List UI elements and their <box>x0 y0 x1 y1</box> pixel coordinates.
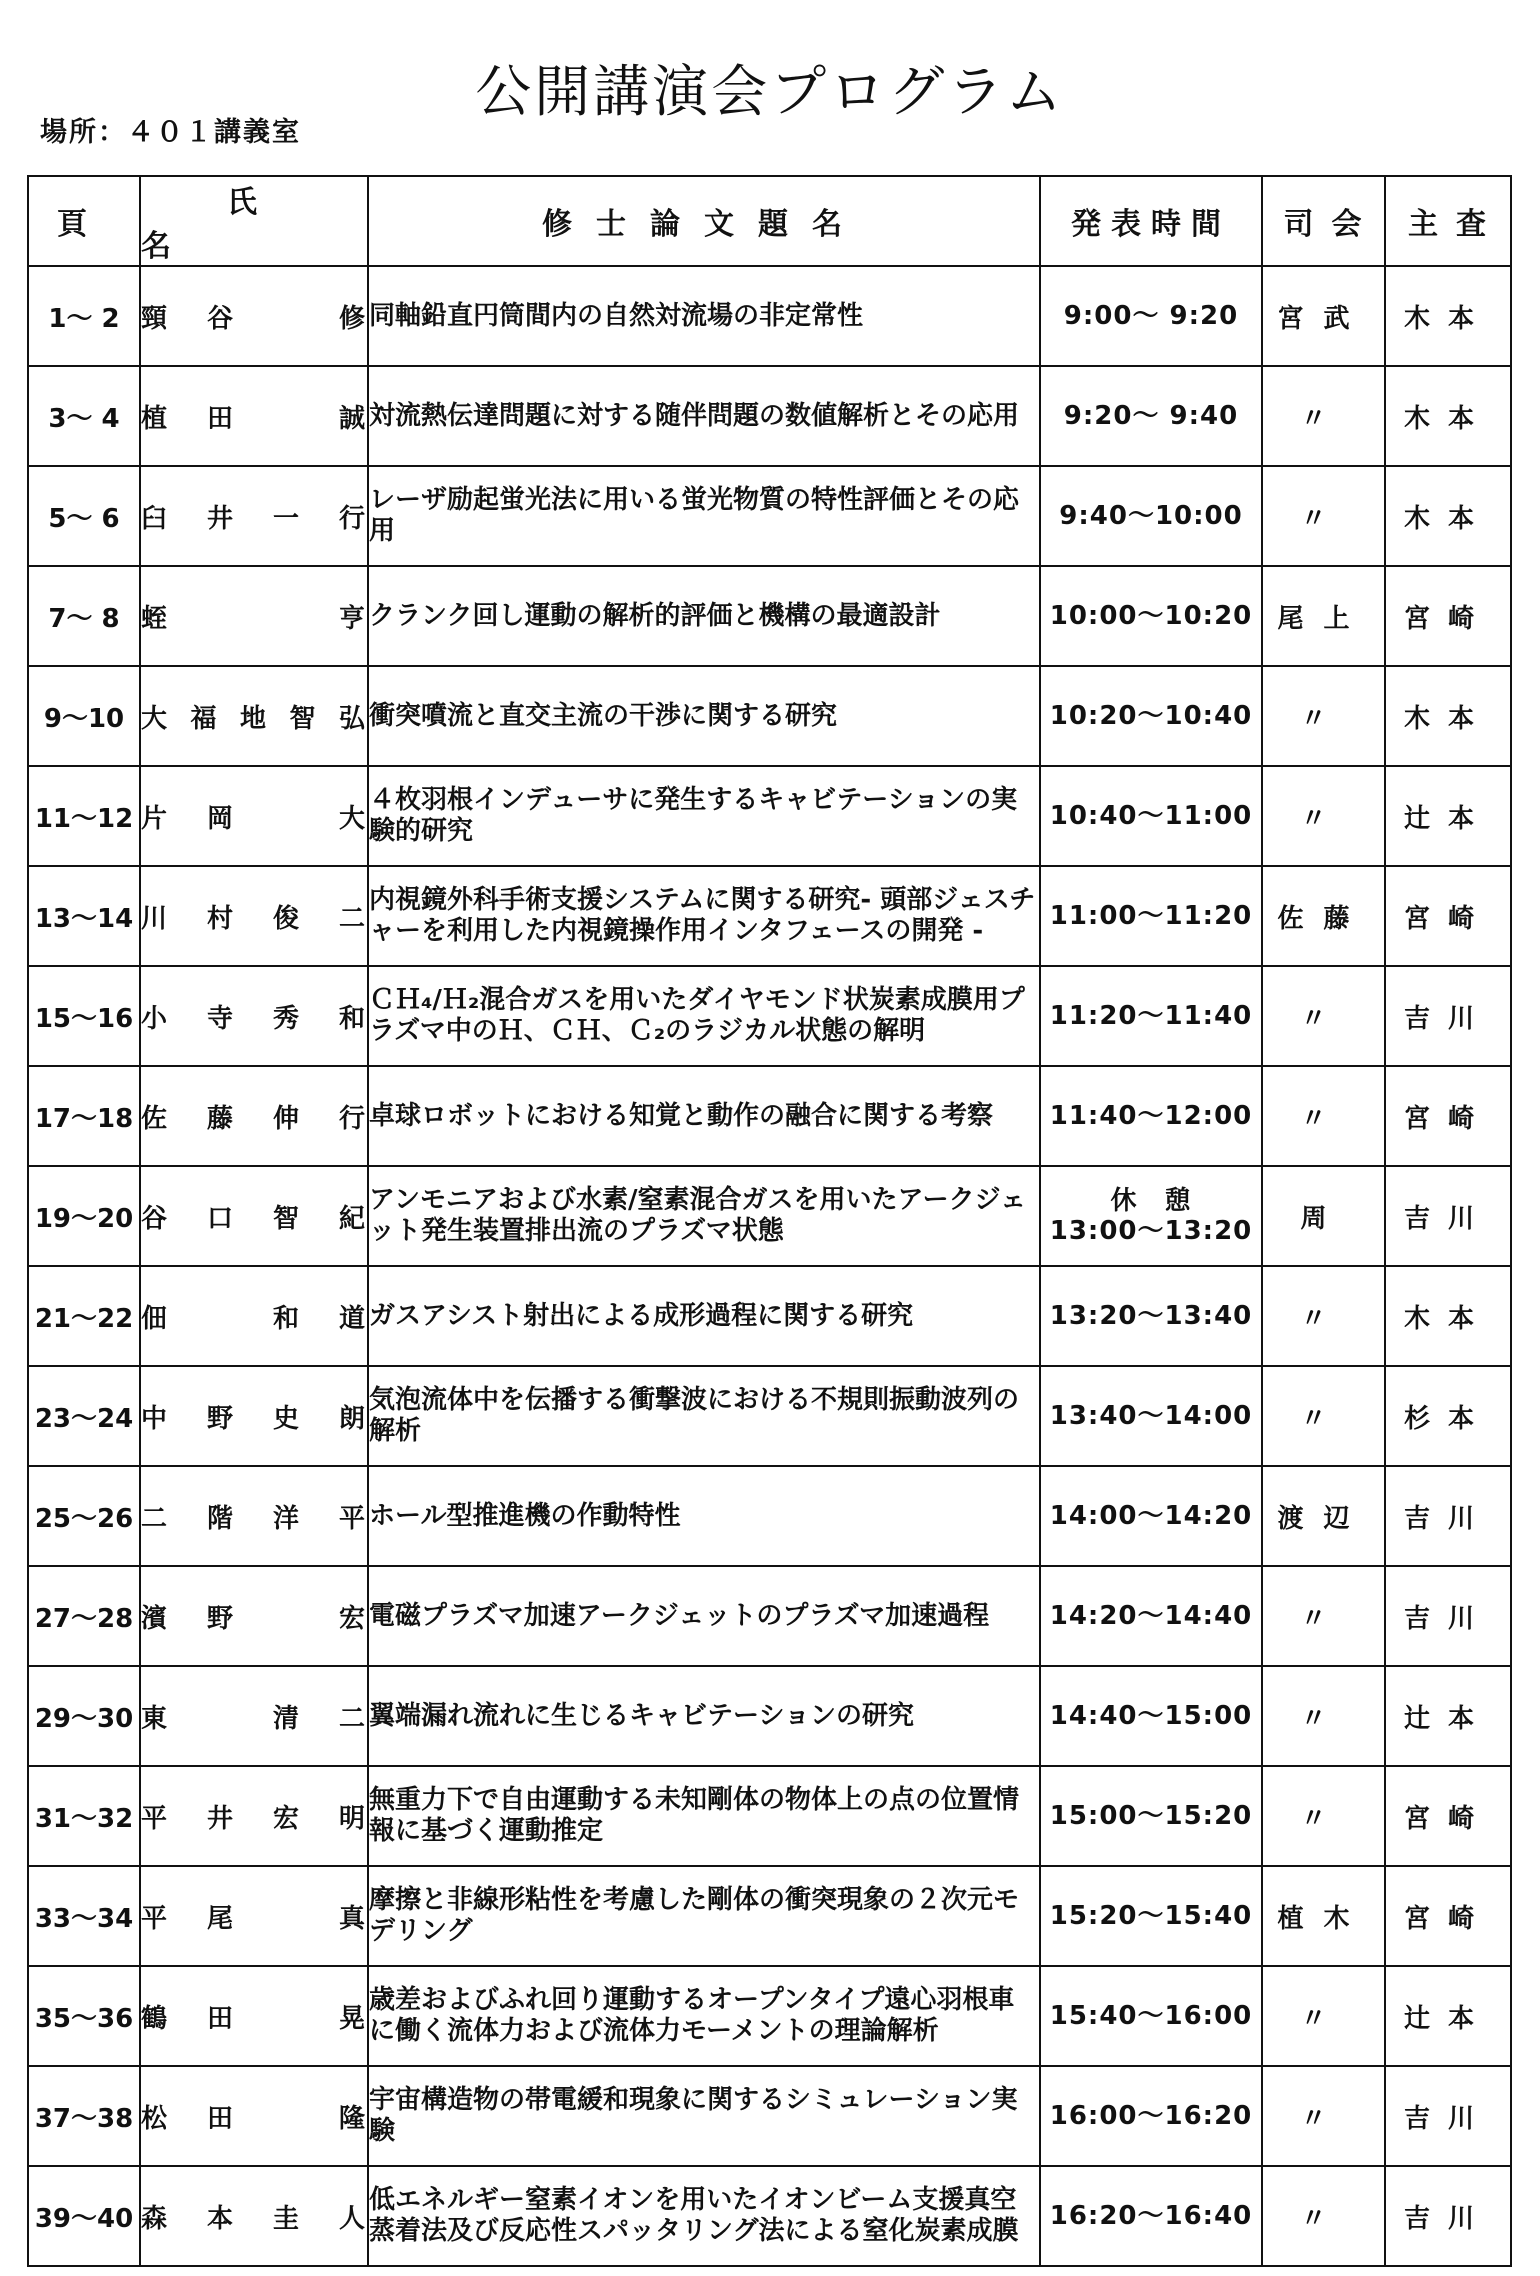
table-row <box>28 1566 1511 1666</box>
table-row <box>28 666 1511 766</box>
table-row <box>28 2166 1511 2266</box>
table-row <box>28 1066 1511 1166</box>
row-name: 植田 誠 <box>140 366 368 466</box>
row-page: 17～18 <box>28 1066 140 1166</box>
row-time <box>1040 2166 1262 2266</box>
row-thesis-title: 衝突噴流と直交主流の干渉に関する研究 <box>368 666 1040 766</box>
row-examiner: 宮崎 <box>1385 1866 1511 1966</box>
row-time-value: 16:00～16:20 <box>1049 2101 1253 2131</box>
row-time <box>1040 1466 1262 1566</box>
row-name: 臼井一行 <box>140 466 368 566</box>
row-time-value: 9:00～ 9:20 <box>1063 301 1239 331</box>
page-title: 公開講演会プログラム <box>475 60 1065 125</box>
row-chair: 〃 <box>1262 1266 1385 1366</box>
program-rows <box>28 266 1511 2266</box>
table-row <box>28 1366 1511 1466</box>
table-row <box>28 1766 1511 1866</box>
row-examiner: 吉川 <box>1385 1466 1511 1566</box>
row-examiner: 木本 <box>1385 666 1511 766</box>
row-name: 小寺秀和 <box>140 966 368 1066</box>
row-time <box>1040 266 1262 366</box>
row-chair: 〃 <box>1262 2166 1385 2266</box>
table-row <box>28 2066 1511 2166</box>
row-thesis-title: ガスアシスト射出による成形過程に関する研究 <box>368 1266 1040 1366</box>
row-thesis-title: 無重力下で自由運動する未知剛体の物体上の点の位置情報に基づく運動推定 <box>368 1766 1040 1866</box>
row-thesis-title: 対流熱伝達問題に対する随伴問題の数値解析とその応用 <box>368 366 1040 466</box>
row-chair: 宮武 <box>1262 266 1385 366</box>
row-thesis-title: クランク回し運動の解析的評価と機構の最適設計 <box>368 566 1040 666</box>
row-time-value: 10:20～10:40 <box>1049 701 1253 731</box>
row-time-value: 11:40～12:00 <box>1049 1101 1253 1131</box>
header-thesis: 修士論文題名 <box>368 176 1040 266</box>
header-name: 氏 名 <box>140 176 368 266</box>
table-row <box>28 1866 1511 1966</box>
row-time <box>1040 666 1262 766</box>
row-time <box>1040 566 1262 666</box>
row-page: 25～26 <box>28 1466 140 1566</box>
row-name: 東 清二 <box>140 1666 368 1766</box>
row-time <box>1040 1566 1262 1666</box>
row-time <box>1040 1166 1262 1266</box>
row-examiner: 辻本 <box>1385 766 1511 866</box>
row-name: 松田 隆 <box>140 2066 368 2166</box>
row-chair: 〃 <box>1262 366 1385 466</box>
row-examiner: 杉本 <box>1385 1366 1511 1466</box>
row-name: 中野史朗 <box>140 1366 368 1466</box>
row-time <box>1040 966 1262 1066</box>
row-examiner: 吉川 <box>1385 2166 1511 2266</box>
row-examiner: 宮崎 <box>1385 866 1511 966</box>
row-chair: 〃 <box>1262 766 1385 866</box>
row-examiner: 宮崎 <box>1385 1766 1511 1866</box>
program-table <box>27 175 1512 2267</box>
row-time-value: 10:00～10:20 <box>1049 601 1253 631</box>
row-name: 森本圭人 <box>140 2166 368 2266</box>
row-thesis-title: 同軸鉛直円筒間内の自然対流場の非定常性 <box>368 266 1040 366</box>
row-page: 27～28 <box>28 1566 140 1666</box>
row-page: 13～14 <box>28 866 140 966</box>
row-page: 3～ 4 <box>28 366 140 466</box>
row-time <box>1040 1366 1262 1466</box>
row-time <box>1040 1866 1262 1966</box>
table-row <box>28 766 1511 866</box>
row-examiner: 辻本 <box>1385 1966 1511 2066</box>
row-thesis-title: 気泡流体中を伝播する衝撃波における不規則振動波列の解析 <box>368 1366 1040 1466</box>
row-time <box>1040 1966 1262 2066</box>
row-name: 川村俊二 <box>140 866 368 966</box>
header-page: 頁 <box>28 176 140 266</box>
row-page: 37～38 <box>28 2066 140 2166</box>
row-name: 二階洋平 <box>140 1466 368 1566</box>
row-page: 15～16 <box>28 966 140 1066</box>
row-chair: 〃 <box>1262 666 1385 766</box>
row-thesis-title: ホール型推進機の作動特性 <box>368 1466 1040 1566</box>
row-chair: 〃 <box>1262 466 1385 566</box>
row-page: 19～20 <box>28 1166 140 1266</box>
row-examiner: 木本 <box>1385 366 1511 466</box>
row-examiner: 宮崎 <box>1385 1066 1511 1166</box>
row-page: 23～24 <box>28 1366 140 1466</box>
row-time <box>1040 1266 1262 1366</box>
row-time-value: 10:40～11:00 <box>1049 801 1253 831</box>
row-examiner: 木本 <box>1385 466 1511 566</box>
row-time <box>1040 2066 1262 2166</box>
row-examiner: 辻本 <box>1385 1666 1511 1766</box>
row-time-value: 13:00～13:20 <box>1049 1216 1253 1246</box>
row-examiner: 吉川 <box>1385 966 1511 1066</box>
row-examiner: 木本 <box>1385 266 1511 366</box>
row-chair: 〃 <box>1262 1966 1385 2066</box>
row-examiner: 吉川 <box>1385 2066 1511 2166</box>
row-time-value: 13:20～13:40 <box>1049 1301 1253 1331</box>
row-thesis-title: 宇宙構造物の帯電緩和現象に関するシミュレーション実験 <box>368 2066 1040 2166</box>
row-chair: 植木 <box>1262 1866 1385 1966</box>
row-time-value: 11:00～11:20 <box>1049 901 1253 931</box>
row-examiner: 宮崎 <box>1385 566 1511 666</box>
row-chair: 佐藤 <box>1262 866 1385 966</box>
table-row <box>28 1466 1511 1566</box>
row-name: 佐藤伸行 <box>140 1066 368 1166</box>
row-page: 33～34 <box>28 1866 140 1966</box>
row-time-value: 15:40～16:00 <box>1049 2001 1253 2031</box>
row-name: 片岡 大 <box>140 766 368 866</box>
row-page: 31～32 <box>28 1766 140 1866</box>
row-time-value: 15:20～15:40 <box>1049 1901 1253 1931</box>
header-time: 発表時間 <box>1040 176 1262 266</box>
row-thesis-title: 翼端漏れ流れに生じるキャビテーションの研究 <box>368 1666 1040 1766</box>
row-thesis-title: 摩擦と非線形粘性を考慮した剛体の衝突現象の２次元モデリング <box>368 1866 1040 1966</box>
row-name: 頸谷 修 <box>140 266 368 366</box>
row-chair: 尾上 <box>1262 566 1385 666</box>
row-page: 35～36 <box>28 1966 140 2066</box>
row-chair: 〃 <box>1262 1366 1385 1466</box>
row-chair: 〃 <box>1262 2066 1385 2166</box>
table-row <box>28 1266 1511 1366</box>
row-examiner: 木本 <box>1385 1266 1511 1366</box>
row-page: 11～12 <box>28 766 140 866</box>
table-row <box>28 466 1511 566</box>
row-name: 鶴田 晃 <box>140 1966 368 2066</box>
row-page: 39～40 <box>28 2166 140 2266</box>
row-thesis-title: 内視鏡外科手術支援システムに関する研究- 頭部ジェスチャーを利用した内視鏡操作用インタフェースの開発 - <box>368 866 1040 966</box>
row-thesis-title: ＣＨ₄/Ｈ₂混合ガスを用いたダイヤモンド状炭素成膜用プラズマ中のＨ、ＣＨ、Ｃ₂のラジカル状態の解明 <box>368 966 1040 1066</box>
row-chair: 渡辺 <box>1262 1466 1385 1566</box>
row-time <box>1040 466 1262 566</box>
table-row <box>28 1166 1511 1266</box>
row-time-value: 9:20～ 9:40 <box>1063 401 1239 431</box>
row-page: 9～10 <box>28 666 140 766</box>
row-thesis-title: ４枚羽根インデューサに発生するキャビテーションの実験的研究 <box>368 766 1040 866</box>
row-time <box>1040 766 1262 866</box>
row-time <box>1040 866 1262 966</box>
row-time <box>1040 1766 1262 1866</box>
row-examiner: 吉川 <box>1385 1166 1511 1266</box>
row-examiner: 吉川 <box>1385 1566 1511 1666</box>
row-time <box>1040 1666 1262 1766</box>
table-row <box>28 366 1511 466</box>
row-name: 谷口智紀 <box>140 1166 368 1266</box>
row-chair: 〃 <box>1262 1066 1385 1166</box>
table-header-row <box>28 176 1511 266</box>
row-time-value: 9:40～10:00 <box>1059 501 1243 531</box>
row-name: 蛭 亨 <box>140 566 368 666</box>
row-page: 21～22 <box>28 1266 140 1366</box>
header-chair: 司会 <box>1262 176 1385 266</box>
row-page: 29～30 <box>28 1666 140 1766</box>
header-examiner: 主査 <box>1385 176 1511 266</box>
row-thesis-title: レーザ励起蛍光法に用いる蛍光物質の特性評価とその応用 <box>368 466 1040 566</box>
row-page: 5～ 6 <box>28 466 140 566</box>
row-chair: 〃 <box>1262 1766 1385 1866</box>
row-thesis-title: 低エネルギー窒素イオンを用いたイオンビーム支援真空蒸着法及び反応性スパッタリング法による窒化炭素成膜 <box>368 2166 1040 2266</box>
row-chair: 〃 <box>1262 966 1385 1066</box>
row-name: 平尾 真 <box>140 1866 368 1966</box>
row-time <box>1040 366 1262 466</box>
table-row <box>28 566 1511 666</box>
table-row <box>28 1666 1511 1766</box>
table-row <box>28 966 1511 1066</box>
row-name: 佃 和道 <box>140 1266 368 1366</box>
row-name: 平井宏明 <box>140 1766 368 1866</box>
row-time-value: 14:20～14:40 <box>1049 1601 1253 1631</box>
row-time-value: 11:20～11:40 <box>1049 1001 1253 1031</box>
row-time-value: 16:20～16:40 <box>1049 2201 1253 2231</box>
row-page: 7～ 8 <box>28 566 140 666</box>
row-name: 大福地智弘 <box>140 666 368 766</box>
row-chair: 周 <box>1262 1166 1385 1266</box>
row-time-note: 休 憩 <box>1110 1186 1192 1216</box>
row-page: 1～ 2 <box>28 266 140 366</box>
row-thesis-title: 卓球ロボットにおける知覚と動作の融合に関する考察 <box>368 1066 1040 1166</box>
table-row <box>28 1966 1511 2066</box>
row-time <box>1040 1066 1262 1166</box>
row-thesis-title: アンモニアおよび水素/窒素混合ガスを用いたアークジェット発生装置排出流のプラズマ状態 <box>368 1166 1040 1266</box>
venue-label: 場所：４０１講義室 <box>40 117 301 148</box>
row-time-value: 13:40～14:00 <box>1049 1401 1253 1431</box>
row-time-value: 15:00～15:20 <box>1049 1801 1253 1831</box>
row-thesis-title: 歳差およびふれ回り運動するオープンタイプ遠心羽根車に働く流体力および流体力モーメントの理論解析 <box>368 1966 1040 2066</box>
row-chair: 〃 <box>1262 1566 1385 1666</box>
row-time-value: 14:40～15:00 <box>1049 1701 1253 1731</box>
row-thesis-title: 電磁プラズマ加速アークジェットのプラズマ加速過程 <box>368 1566 1040 1666</box>
table-row <box>28 866 1511 966</box>
row-name: 濱野 宏 <box>140 1566 368 1666</box>
row-chair: 〃 <box>1262 1666 1385 1766</box>
row-time-value: 14:00～14:20 <box>1049 1501 1253 1531</box>
table-row <box>28 266 1511 366</box>
